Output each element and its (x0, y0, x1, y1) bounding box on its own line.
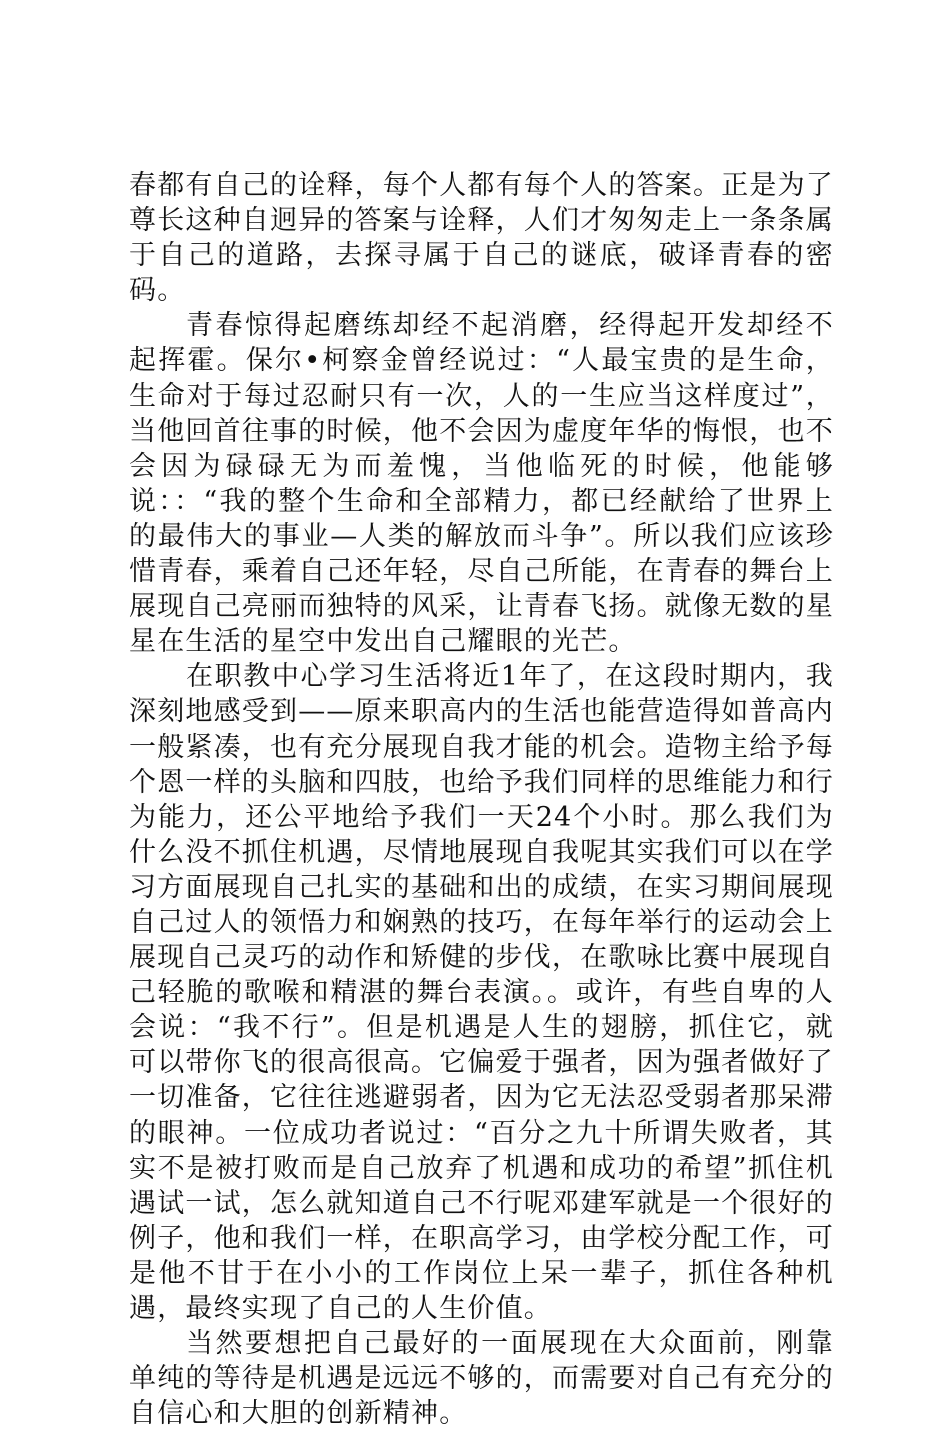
paragraph-3: 在职教中心学习生活将近1年了，在这段时期内，我深刻地感受到——原来职高内的生活也能营造得如普高内一般紧凑，也有充分展现自我才能的机会。造物主给予每个恩一样的头脑和四肢，也给予我们同样的思维能力和行为能力，还公平地给予我们一天24个小时。那么我们为什么没不抓住机遇，尽情地展现自我呢其实我们可以在学习方面展现自己扎实的基础和出的成绩，在实习期间展现自己过人的领悟力和娴熟的技巧，在每年举行的运动会上展现自己灵巧的动作和矫健的步伐，在歌咏比赛中展现自己轻脆的歌喉和精湛的舞台表演。。或许，有些自卑的人会说：“我不行”。但是机遇是人生的翅膀，抓住它，就可以带你飞的很高很高。它偏爱于强者，因为强者做好了一切准备，它往往逃避弱者，因为它无法忍受弱者那呆滞的眼神。一位成功者说过：“百分之九十所谓失败者，其实不是被打败而是自己放弃了机遇和成功的希望”抓住机遇试一试，怎么就知道自己不行呢邓建军就是一个很好的例子，他和我们一样，在职高学习，由学校分配工作，可是他不甘于在小小的工作岗位上呆一辈子，抓住各种机遇，最终实现了自己的人生价值。 (129, 661, 834, 1324)
document-body (129, 168, 834, 1431)
paragraph-4: 当然要想把自己最好的一面展现在大众面前，刚靠单纯的等待是机遇是远远不够的，而需要对自己有充分的自信心和大胆的创新精神。 (129, 1328, 834, 1430)
paragraph-1: 春都有自己的诠释，每个人都有每个人的答案。正是为了尊长这种自迥异的答案与诠释，人们才匆匆走上一条条属于自己的道路，去探寻属于自己的谜底，破译青春的密码。 (129, 170, 834, 307)
paragraph-2: 青春惊得起磨练却经不起消磨，经得起开发却经不起挥霍。保尔•柯察金曾经说过：“人最宝贵的是生命，生命对于每过忍耐只有一次，人的一生应当这样度过”，当他回首往事的时候，他不会因为虚度年华的悔恨，也不会因为碌碌无为而羞愧，当他临死的时候，他能够说：：“我的整个生命和全部精力，都已经献给了世界上的最伟大的事业—人类的解放而斗争”。所以我们应该珍惜青春，乘着自己还年轻，尽自己所能，在青春的舞台上展现自己亮丽而独特的风采，让青春飞扬。就像无数的星星在生活的星空中发出自己耀眼的光芒。 (129, 310, 834, 658)
